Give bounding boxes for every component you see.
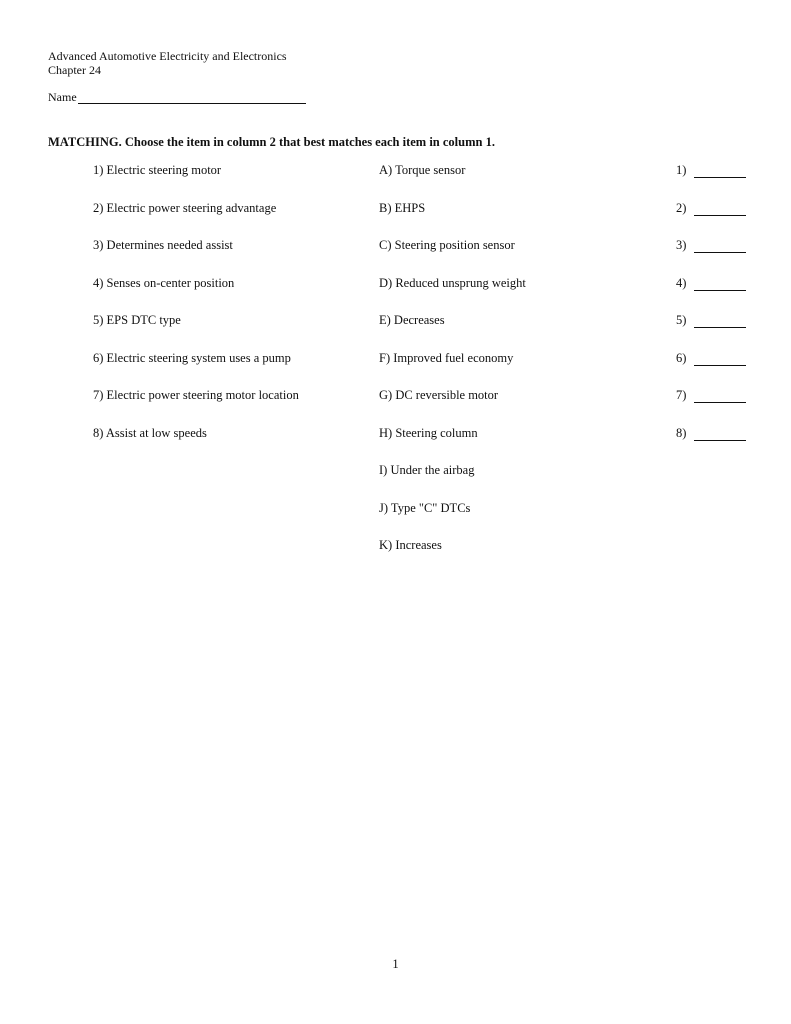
answer-number: 2) — [676, 201, 687, 215]
answer-number: 5) — [676, 313, 687, 327]
answer-blank[interactable] — [694, 428, 746, 441]
option-item: E) Decreases — [379, 313, 445, 327]
answer-number: 4) — [676, 276, 687, 290]
answer-blank[interactable] — [694, 240, 746, 253]
answer-row — [676, 275, 746, 291]
answer-row — [676, 200, 746, 216]
answer-number: 6) — [676, 351, 687, 365]
answer-number: 1) — [676, 163, 687, 177]
question-item: 5) EPS DTC type — [93, 313, 181, 327]
answer-row — [676, 312, 746, 328]
answer-row — [676, 162, 746, 178]
option-item: D) Reduced unsprung weight — [379, 276, 526, 290]
page-number: 1 — [392, 957, 399, 971]
option-item: C) Steering position sensor — [379, 238, 515, 252]
question-item: 3) Determines needed assist — [93, 238, 233, 252]
course-title: Advanced Automotive Electricity and Electronics — [48, 49, 287, 63]
answer-blank[interactable] — [694, 315, 746, 328]
option-item: I) Under the airbag — [379, 463, 475, 477]
matching-instructions: MATCHING. Choose the item in column 2 that best matches each item in column 1. — [48, 135, 495, 149]
question-item: 2) Electric power steering advantage — [93, 201, 277, 215]
answer-row — [676, 237, 746, 253]
option-item: B) EHPS — [379, 201, 426, 215]
answer-number: 3) — [676, 238, 687, 252]
answer-row — [676, 387, 746, 403]
option-item: F) Improved fuel economy — [379, 351, 514, 365]
answer-row — [676, 425, 746, 441]
option-item: A) Torque sensor — [379, 163, 466, 177]
answer-blank[interactable] — [694, 278, 746, 291]
option-item: J) Type "C" DTCs — [379, 501, 471, 515]
answer-blank[interactable] — [694, 390, 746, 403]
name-row — [48, 90, 306, 104]
answer-blank[interactable] — [694, 165, 746, 178]
answer-blank[interactable] — [694, 203, 746, 216]
option-item: H) Steering column — [379, 426, 478, 440]
question-item: 6) Electric steering system uses a pump — [93, 351, 291, 365]
name-label: Name — [48, 90, 77, 104]
question-item: 7) Electric power steering motor location — [93, 388, 299, 402]
name-field-line[interactable] — [78, 91, 306, 104]
answer-row — [676, 350, 746, 366]
answer-number: 7) — [676, 388, 687, 402]
question-item: 8) Assist at low speeds — [93, 426, 207, 440]
answer-number: 8) — [676, 426, 687, 440]
question-item: 4) Senses on-center position — [93, 276, 235, 290]
chapter-label: Chapter 24 — [48, 63, 101, 77]
option-item: K) Increases — [379, 538, 442, 552]
answer-blank[interactable] — [694, 353, 746, 366]
option-item: G) DC reversible motor — [379, 388, 499, 402]
question-item: 1) Electric steering motor — [93, 163, 222, 177]
